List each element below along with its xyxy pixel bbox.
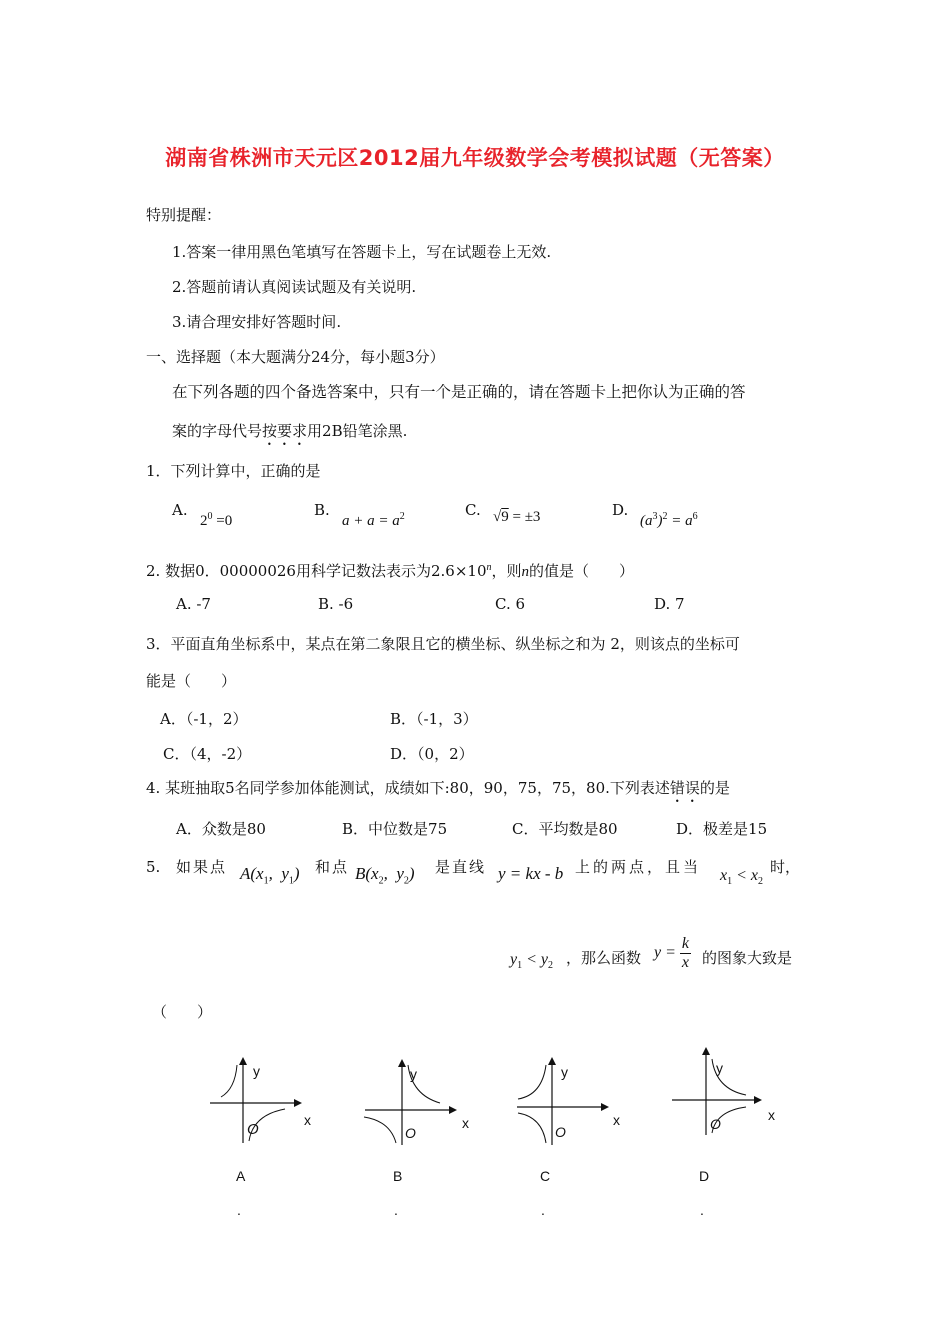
graph-c-branch-2 (518, 1113, 546, 1143)
graph-b-y-label: y (410, 1066, 417, 1082)
graph-dot-a: . (237, 1202, 241, 1218)
q5-word-2: 和点 (315, 858, 350, 876)
q1-option-c-label: C. (465, 501, 481, 519)
notice-item-1: 1.答案一律用黑色笔填写在答题卡上，写在试题卷上无效. (172, 243, 552, 261)
q2-variable: n (521, 564, 529, 580)
graph-c-x-arrow (601, 1103, 609, 1111)
graph-c-y-arrow (548, 1057, 556, 1065)
graph-d-x-arrow (754, 1096, 762, 1104)
graph-a-x-arrow (294, 1099, 302, 1107)
q2-option-c: C. 6 (495, 595, 526, 613)
graph-label-b: B (393, 1168, 403, 1184)
graph-c-x-label: x (613, 1112, 620, 1128)
graph-d-x-label: x (768, 1107, 775, 1123)
q5-line-equation: y = kx - b (498, 864, 564, 883)
q2-stem-mid: ，则 (491, 562, 522, 580)
graph-c-y-label: y (561, 1064, 568, 1080)
graph-label-a: A (236, 1168, 246, 1184)
q3-option-c: C．（4，-2） (163, 745, 252, 763)
q3-option-a: A．（-1，2） (160, 710, 248, 728)
graph-a-y-label: y (253, 1063, 260, 1079)
q5-line2-end: 的图象大致是 (702, 949, 793, 967)
q2-stem-text: 2. 数据0．00000026用科学记数法表示为2.6×10 (146, 562, 487, 580)
q1-option-c-expr: √9 = ±3 (493, 509, 541, 525)
q1-stem: 1．下列计算中，正确的是 (146, 462, 321, 480)
graph-b-origin: O (405, 1125, 416, 1141)
graph-dot-c: . (541, 1202, 545, 1218)
graph-d-y-label: y (716, 1060, 723, 1076)
q5-word-4: 上的两点，且当 (575, 858, 702, 876)
q2-option-a: A. -7 (176, 595, 211, 613)
q4-option-c: C．平均数是80 (512, 820, 618, 838)
q5-answer-paren: （ ） (152, 1003, 213, 1021)
q2-stem (146, 558, 634, 582)
q5-condition-y: $y_1 < y_2$ (510, 951, 554, 972)
graph-b-y-arrow (398, 1059, 406, 1067)
q3-stem-line-1: 3．平面直角坐标系中，某点在第二象限且它的横坐标、纵坐标之和为 2，则该点的坐标可 (146, 635, 740, 653)
q1-option-b-label: B. (314, 501, 330, 519)
instructions-line-1: 在下列各题的四个备选答案中，只有一个是正确的，请在答题卡上把你认为正确的答 (172, 383, 746, 401)
q3-stem-line-2: 能是（ ） (146, 672, 237, 690)
q4-option-b: B．中位数是75 (342, 820, 448, 838)
q2-option-d: D. 7 (654, 595, 685, 613)
graph-a-branch-1 (221, 1065, 237, 1097)
notice-heading: 特别提醒： (146, 206, 222, 224)
q5-point-a: $A(x_1$, $y_1$) (240, 864, 300, 887)
q5-word-1: 如果点 (176, 858, 228, 876)
q4-stem-end: 的是 (699, 779, 730, 797)
q1-option-a-label: A. (172, 501, 188, 519)
graph-d-origin: O (710, 1116, 721, 1132)
q5-condition-x: $x_1 < x_2$ (720, 867, 764, 888)
notice-item-3: 3.请合理安排好答题时间. (172, 313, 342, 331)
graph-label-c: C (540, 1168, 551, 1184)
graph-dot-b: . (394, 1202, 398, 1218)
section-heading: 一、选择题（本大题满分24分，每小题3分） (146, 348, 445, 366)
q5-function: y = $\frac{k}{x}$ (654, 935, 690, 971)
graph-b-branch-2 (364, 1117, 396, 1143)
q5-word-3: 是直线 (435, 858, 487, 876)
graph-b-x-arrow (449, 1106, 457, 1114)
notice-item-2: 2.答题前请认真阅读试题及有关说明. (172, 278, 417, 296)
graph-a-x-label: x (304, 1112, 311, 1128)
q4-option-d: D．极差是15 (676, 820, 768, 838)
q4-stem (146, 778, 730, 806)
q1-option-a-expr: $2^0 =0$ (200, 511, 233, 529)
q5-line2-text: ，那么函数 (566, 949, 642, 967)
graph-b-x-label: x (462, 1115, 469, 1131)
graph-a-origin: O (247, 1121, 259, 1138)
graph-dot-d: . (700, 1202, 704, 1218)
instructions-line-2 (172, 421, 407, 449)
graph-a-y-arrow (239, 1057, 247, 1065)
instructions-emphasis: 按要求 (262, 422, 308, 440)
q5-point-b: $B(x_2$, $y_2$) (355, 864, 415, 887)
q5-word-5: 时， (770, 858, 801, 876)
q2-stem-end: 的值是（ ） (529, 562, 635, 580)
instructions-text: 案的字母代号 (172, 422, 263, 440)
page-title: 湖南省株洲市天元区2012届九年级数学会考模拟试题（无答案） (165, 146, 785, 170)
q1-option-b-expr: $a + a = a^2$ (342, 511, 405, 529)
q4-emphasis: 错误 (669, 779, 700, 797)
q1-option-d-expr: $(a^3)^2 = a^6$ (640, 511, 698, 529)
graph-c-branch-1 (518, 1065, 546, 1099)
graph-c-origin: O (555, 1124, 566, 1140)
q2-option-b: B. -6 (318, 595, 354, 613)
graph-d-y-arrow (702, 1047, 710, 1055)
q5-number: 5. (146, 858, 161, 876)
instructions-text-end: 用2B铅笔涂黑. (307, 422, 408, 440)
q1-option-d-label: D. (612, 501, 629, 519)
graph-label-d: D (699, 1168, 710, 1184)
q4-option-a: A．众数是80 (176, 820, 266, 838)
q3-option-d: D．（0，2） (390, 745, 474, 763)
q2-exponent: n (486, 562, 492, 573)
q3-option-b: B．（-1，3） (390, 710, 478, 728)
q4-stem-text: 4. 某班抽取5名同学参加体能测试，成绩如下:80，90，75，75，80.下列表述 (146, 779, 670, 797)
